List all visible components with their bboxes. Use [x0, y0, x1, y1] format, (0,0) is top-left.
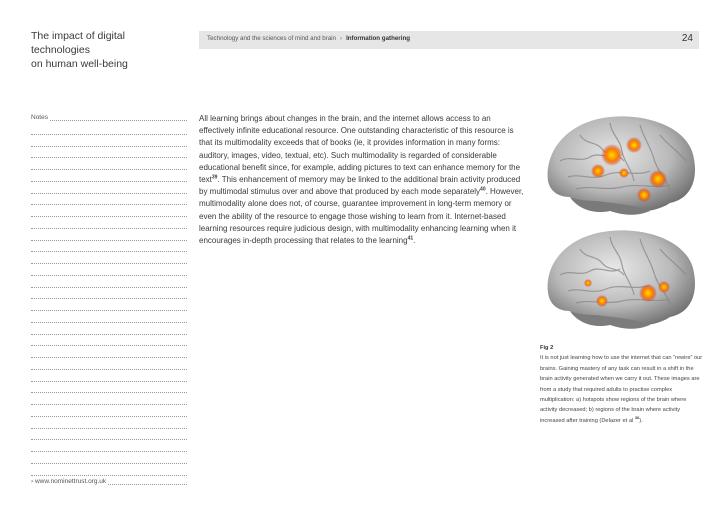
brain-scan-image-a [540, 111, 700, 218]
breadcrumb [207, 35, 410, 42]
note-line [31, 311, 187, 323]
document-title [31, 29, 181, 71]
note-line [31, 182, 187, 194]
document-title-line-1: The impact of digital technologies [31, 30, 125, 56]
reference-41[interactable]: 41 [407, 235, 414, 242]
reference-39[interactable]: 39 [211, 174, 218, 181]
note-line [31, 429, 187, 441]
note-line [31, 229, 187, 241]
note-line [31, 205, 187, 217]
website-link[interactable]: www.nominettrust.org.uk [34, 478, 107, 485]
note-line [31, 158, 187, 170]
body-paragraph: All learning brings about changes in the brain, and the internet allows access to an effectively infinite educational resource. One outstanding characteristic of this resource is that its multimodality exceeds that of books (ie, it provides information in many forms: auditory, images, video, textual, etc). Such multimodality is regarded of considerable educational benefit since, for example, adding pictures to text can enhance memory for the text$^{39}$. This enhancement of memory may be linked to the additional brain activity produced by multimodal stimulus over and above that produced by each mode separately$^{40}$. However, multimodality alone does not, of course, guarantee improvement in long-term memory or even the ability of the resource to engage those wishing to learn from it. Internet-based learning resources require judicious design, with multimodality enhancing learning when it encourages in-depth processing that relates to the learning$^{41}$. [199, 114, 524, 246]
note-line [31, 135, 187, 147]
brain-scan-b-icon [540, 227, 700, 334]
note-line [31, 276, 187, 288]
note-line [31, 170, 187, 182]
page-number: 24 [681, 33, 693, 44]
document-title-line-2: on human well-being [31, 58, 128, 70]
brain-scan-a-icon [540, 111, 700, 218]
notes-panel [31, 113, 187, 476]
note-line [31, 358, 187, 370]
note-line [31, 393, 187, 405]
notes-lines [31, 123, 187, 476]
note-line [31, 370, 187, 382]
breadcrumb-separator-icon: › [340, 35, 343, 42]
reference-40[interactable]: 40 [480, 186, 486, 193]
note-line [31, 288, 187, 300]
note-line [31, 241, 187, 253]
note-line [31, 382, 187, 394]
note-line [31, 335, 187, 347]
figure-title: Fig 2 [540, 345, 554, 351]
brain-scan-image-b [540, 227, 700, 334]
breadcrumb-section[interactable]: Technology and the sciences of mind and brain [207, 35, 336, 42]
note-line [31, 417, 187, 429]
note-line [31, 194, 187, 206]
note-line [31, 123, 187, 135]
reference-36[interactable]: 36 [634, 414, 640, 420]
note-line [31, 323, 187, 335]
chevron-right-icon: › [31, 478, 34, 485]
section-header-bar [199, 31, 699, 49]
note-line [31, 299, 187, 311]
note-line [31, 346, 187, 358]
note-line [31, 440, 187, 452]
note-line [31, 264, 187, 276]
note-line [31, 464, 187, 476]
footer-link[interactable] [31, 477, 187, 487]
note-line [31, 452, 187, 464]
note-line [31, 405, 187, 417]
note-line [31, 147, 187, 159]
breadcrumb-subsection[interactable]: Information gathering [346, 35, 410, 42]
figure-caption: Fig 2 It is not just learning how to use the internet that can “rewire” our brains. Gaining mastery of any task can result in a shift in the brain activity generated when we carry it out. These images are from a study that required adults to practise complex multiplication: a) hotspots show regions of the brain where activity decreased; b) regions of the brain where activity increased after training (Delazer et al $^{36}$). [540, 343, 705, 426]
notes-label: Notes [31, 113, 187, 123]
note-line [31, 252, 187, 264]
note-line [31, 217, 187, 229]
